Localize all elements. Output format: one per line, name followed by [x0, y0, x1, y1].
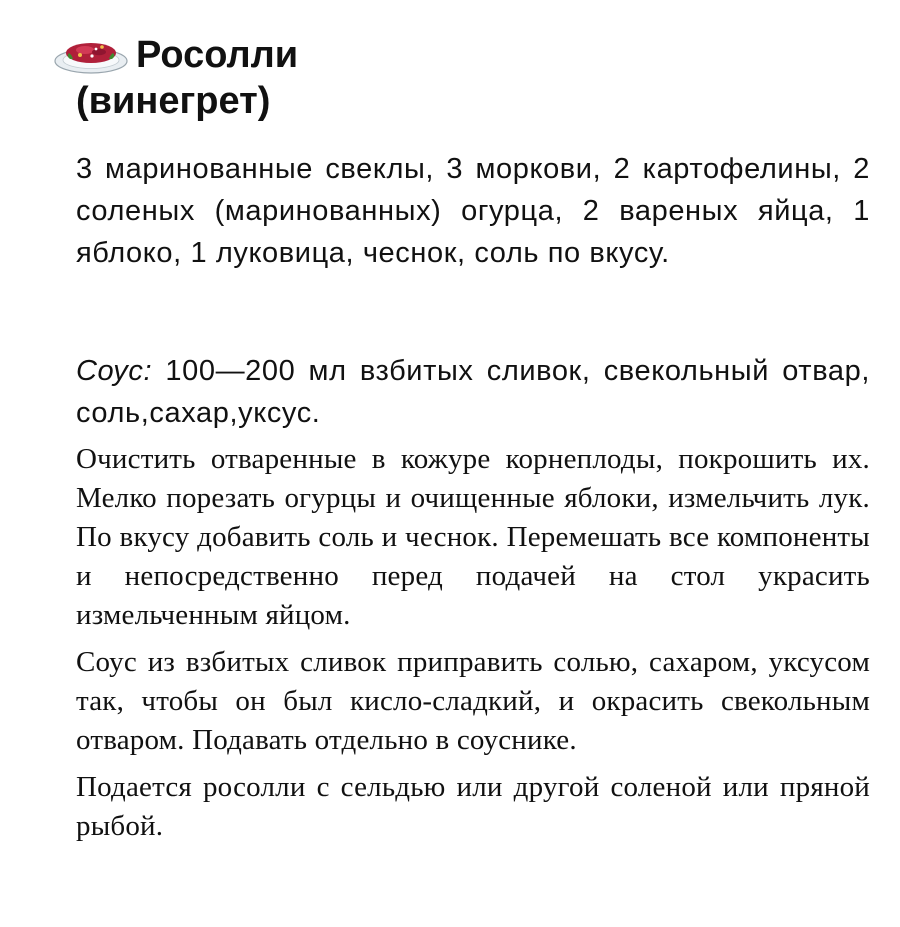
instruction-step: Очистить отваренные в кожуре корнеплоды, покрошить их. Мелко порезать огурцы и очищенные яблоки, измельчить лук. По вкусу добавить соль и чеснок. Перемешать все компоненты и непосредственно перед подачей на стол украсить измельченным яйцом. — [76, 443, 870, 631]
recipe-subtitle: (винегрет) — [76, 80, 271, 122]
recipe-title: Росолли — [136, 34, 299, 76]
instructions — [76, 440, 870, 854]
sauce-ingredients — [76, 350, 870, 434]
sauce-text: 100—200 мл взбитых сливок, свекольный отвар, соль,сахар,уксус. — [76, 355, 870, 429]
title-row — [56, 32, 298, 78]
salad-plate-icon — [52, 33, 130, 77]
title-block — [56, 32, 298, 124]
instruction-step: Подается росолли с сельдью или другой соленой или пряной рыбой. — [76, 771, 870, 842]
sauce-label: Соус: — [76, 355, 153, 387]
ingredients-list: 3 маринованные свеклы, 3 моркови, 2 картофелины, 2 соленых (маринованных) огурца, 2 вареных яйца, 1 яблоко, 1 луковица, чеснок, соль по вкусу. — [76, 153, 870, 269]
instruction-step: Соус из взбитых сливок приправить солью, сахаром, уксусом так, чтобы он был кисло-сладкий, и окрасить свекольным отваром. Подавать отдельно в соуснике. — [76, 646, 870, 756]
